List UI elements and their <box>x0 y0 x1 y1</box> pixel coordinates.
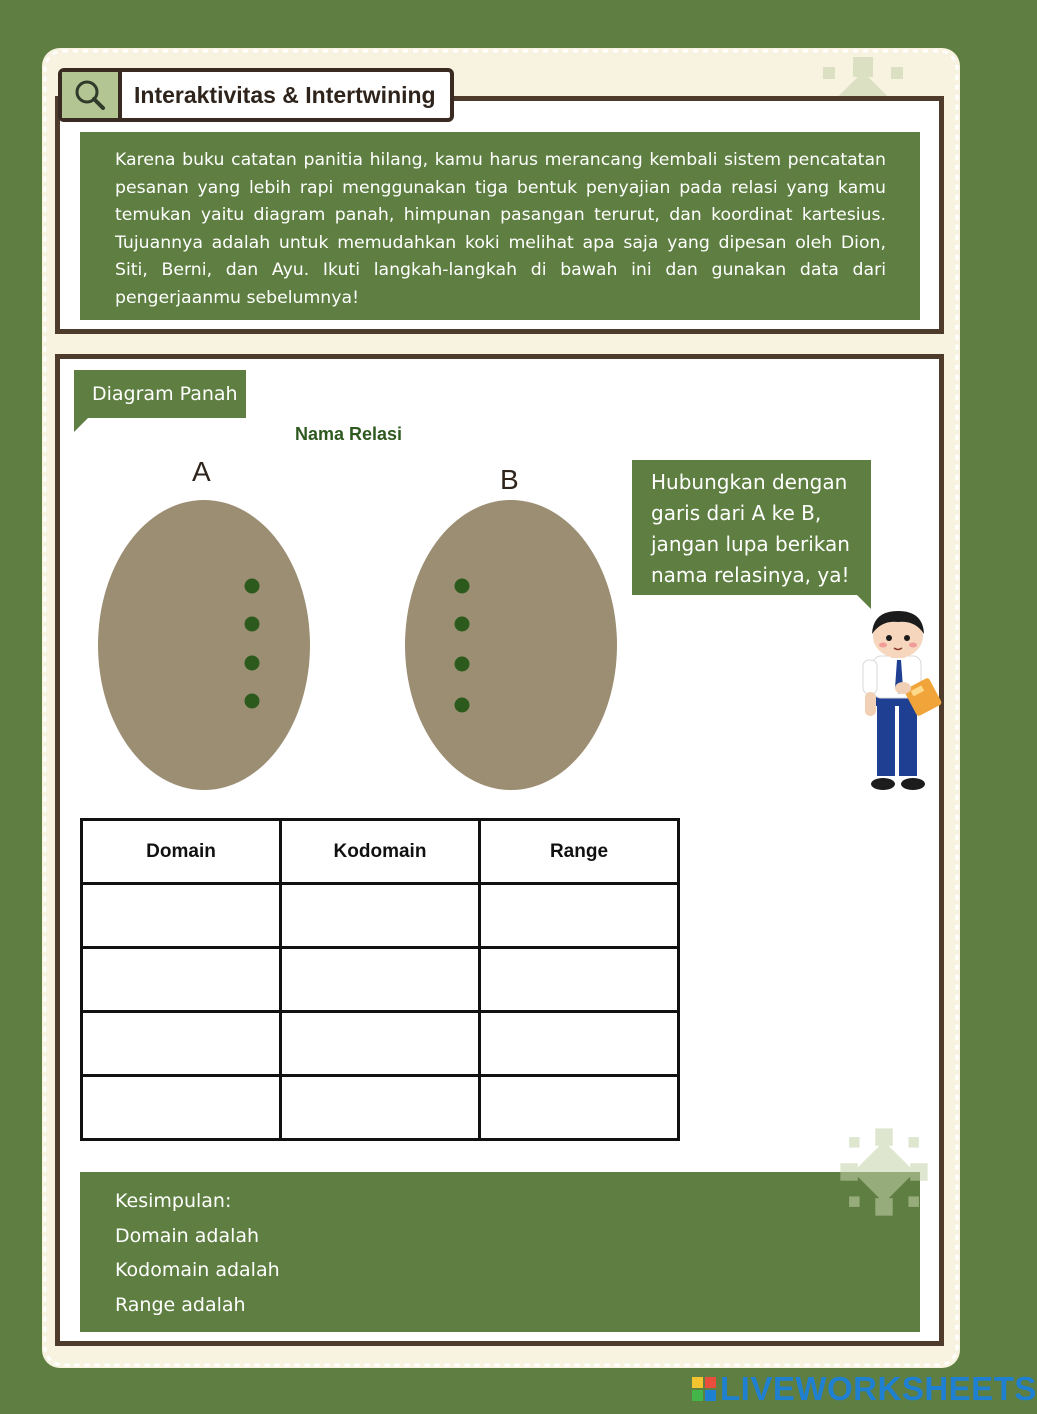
table-cell-input[interactable] <box>480 1076 679 1140</box>
table-cell-input[interactable] <box>281 948 480 1012</box>
liveworksheets-logo[interactable] <box>692 1370 1037 1408</box>
decorative-flower-icon <box>832 1124 936 1220</box>
relation-name-label[interactable]: Nama Relasi <box>295 424 403 444</box>
table-cell-input[interactable] <box>82 1012 281 1076</box>
set-a-dot-4 <box>245 694 260 709</box>
student-character-illustration <box>855 608 947 794</box>
table-header-kodomain: Kodomain <box>281 820 480 884</box>
set-b-dot-2 <box>455 617 470 632</box>
table-row <box>82 1012 679 1076</box>
set-b-oval <box>405 500 617 790</box>
relation-table <box>80 818 680 1141</box>
table-cell-input[interactable] <box>82 884 281 948</box>
set-a-dot-2 <box>245 617 260 632</box>
set-b-dot-4 <box>455 698 470 713</box>
table-row <box>82 948 679 1012</box>
set-b-dot-3 <box>455 657 470 672</box>
conclusion-range-line[interactable]: Range adalah <box>115 1293 246 1316</box>
table-row <box>82 1076 679 1140</box>
set-b-label: B <box>500 464 519 495</box>
conclusion-kodomain-line[interactable]: Kodomain adalah <box>115 1259 280 1281</box>
conclusion-title: Kesimpulan: <box>115 1190 232 1212</box>
speech-bubble-tail <box>857 595 871 609</box>
table-cell-input[interactable] <box>82 1076 281 1140</box>
table-header-domain: Domain <box>82 820 281 884</box>
table-cell-input[interactable] <box>281 884 480 948</box>
table-cell-input[interactable] <box>281 1076 480 1140</box>
liveworksheets-brand: LIVEWORKSHEETS <box>720 1370 1037 1407</box>
set-a-dot-3 <box>245 656 260 671</box>
table-cell-input[interactable] <box>82 948 281 1012</box>
table-cell-input[interactable] <box>480 1012 679 1076</box>
set-a-label: A <box>192 456 211 487</box>
set-b-dot-1 <box>455 579 470 594</box>
page-title: Interaktivitas & Intertwining <box>134 81 436 108</box>
intro-paragraph: Karena buku catatan panitia hilang, kamu harus merancang kembali sistem pencatatan pesanan yang lebih rapi menggunakan tiga bentuk penyajian pada relasi yang kamu temukan yaitu diagram panah, himpunan pasangan terurut, dan koordinat kartesius. Tujuannya adalah untuk memudahkan koki melihat apa saja yang dipesan oleh Dion, Siti, Berni, dan Ayu. Ikuti langkah-langkah di bawah ini dan gunakan data dari pengerjaanmu sebelumnya! <box>80 132 920 320</box>
table-header-range: Range <box>480 820 679 884</box>
table-cell-input[interactable] <box>480 948 679 1012</box>
diagram-panah-label: Diagram Panah <box>74 370 246 418</box>
table-cell-input[interactable] <box>281 1012 480 1076</box>
table-cell-input[interactable] <box>480 884 679 948</box>
set-a-oval <box>98 500 310 790</box>
conclusion-box <box>80 1172 920 1332</box>
conclusion-domain-line[interactable]: Domain adalah <box>115 1224 260 1247</box>
set-a-dot-1 <box>245 579 260 594</box>
liveworksheets-logo-icon <box>692 1377 716 1401</box>
instruction-speech-bubble: Hubungkan dengan garis dari A ke B, jangan lupa berikan nama relasinya, ya! <box>632 460 871 595</box>
table-row <box>82 884 679 948</box>
